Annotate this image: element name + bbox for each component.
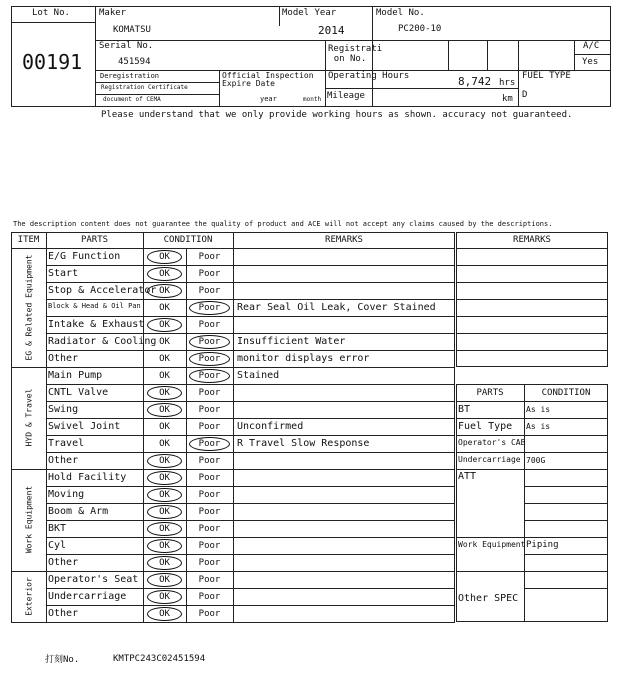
hours-value: 8,742 <box>458 75 492 88</box>
row-divider <box>46 265 455 266</box>
column-header-remarks: REMARKS <box>325 235 363 245</box>
poor-option[interactable]: Poor <box>198 609 221 619</box>
remarks-line <box>456 299 608 300</box>
poor-option[interactable]: Poor <box>198 524 221 534</box>
disclaimer: The description content does not guarantee the quality of product and ACE will not accept any claims caused by the descriptions. <box>13 220 553 228</box>
maker-label: Maker <box>99 8 127 18</box>
ok-option[interactable]: OK <box>159 337 170 347</box>
ok-option[interactable]: OK <box>159 575 170 585</box>
parts-row-condition: As is <box>526 405 551 414</box>
poor-option[interactable]: Poor <box>198 269 221 279</box>
column-divider <box>233 232 234 622</box>
hours-accuracy-note: Please understand that we only provide working hours as shown. accuracy not guaranteed. <box>101 110 573 120</box>
remark-text: monitor displays error <box>237 353 370 364</box>
ok-option[interactable]: OK <box>159 354 170 364</box>
parts-row-name: BT <box>458 404 471 415</box>
poor-circle <box>189 369 230 383</box>
row-divider <box>46 333 455 334</box>
part-name: Cyl <box>48 540 67 551</box>
row-divider <box>46 520 455 521</box>
ok-option[interactable]: OK <box>159 320 170 330</box>
condition-header: CONDITION <box>541 388 591 398</box>
parts-line <box>456 571 608 572</box>
mileage-label: Mileage <box>327 91 365 101</box>
poor-option[interactable]: Poor <box>198 303 221 313</box>
remarks-line <box>456 350 608 351</box>
row-divider <box>46 452 455 453</box>
ok-circle <box>147 454 182 468</box>
ok-circle <box>147 250 182 264</box>
part-name: Block & Head & Oil Pan <box>48 302 141 310</box>
parts-line <box>456 401 608 402</box>
ok-circle <box>147 522 182 536</box>
ok-option[interactable]: OK <box>159 269 170 279</box>
ok-circle <box>147 488 182 502</box>
part-name: Stop & Accelerator <box>48 285 157 296</box>
deregistration-label: Deregistration <box>100 72 160 80</box>
ok-option[interactable]: OK <box>159 490 170 500</box>
poor-option[interactable]: Poor <box>198 541 221 551</box>
part-name: Travel <box>48 438 85 449</box>
work-equipment-value: Piping <box>526 540 559 550</box>
group-divider <box>11 367 455 368</box>
poor-circle <box>189 437 230 451</box>
row-divider <box>46 588 455 589</box>
att-line <box>524 520 608 521</box>
km-unit: km <box>502 94 513 104</box>
poor-option[interactable]: Poor <box>198 371 221 381</box>
poor-option[interactable]: Poor <box>198 388 221 398</box>
part-name: E/G Function <box>48 251 121 262</box>
ok-option[interactable]: OK <box>159 524 170 534</box>
ok-option[interactable]: OK <box>159 592 170 602</box>
row-divider <box>46 384 455 385</box>
hrs-unit: hrs <box>499 78 516 88</box>
ok-option[interactable]: OK <box>159 609 170 619</box>
part-name: Main Pump <box>48 370 103 381</box>
ok-option[interactable]: OK <box>159 507 170 517</box>
parts-row-name: Fuel Type <box>458 421 513 432</box>
poor-option[interactable]: Poor <box>198 405 221 415</box>
poor-option[interactable]: Poor <box>198 439 221 449</box>
part-name: BKT <box>48 523 67 534</box>
parts-line <box>456 418 608 419</box>
remarks-line <box>456 316 608 317</box>
column-divider <box>46 232 47 622</box>
serial-value: 451594 <box>118 57 151 67</box>
ok-circle <box>147 403 182 417</box>
registration-label: Registrati on No. <box>328 44 383 64</box>
ok-option[interactable]: OK <box>159 252 170 262</box>
stamp-value: KMTPC243C02451594 <box>113 654 206 664</box>
poor-option[interactable]: Poor <box>198 286 221 296</box>
poor-option[interactable]: Poor <box>198 575 221 585</box>
row-divider <box>46 435 455 436</box>
serial-label: Serial No. <box>99 41 154 51</box>
poor-circle <box>189 301 230 315</box>
part-name: Moving <box>48 489 85 500</box>
group-label: Exterior <box>24 576 33 616</box>
ok-circle <box>147 505 182 519</box>
poor-option[interactable]: Poor <box>198 507 221 517</box>
part-name: Other <box>48 557 79 568</box>
ok-circle <box>147 267 182 281</box>
ok-option[interactable]: OK <box>159 439 170 449</box>
month-label: month <box>303 96 322 103</box>
ok-circle <box>147 590 182 604</box>
part-name: Boom & Arm <box>48 506 109 517</box>
poor-option[interactable]: Poor <box>198 558 221 568</box>
ok-option[interactable]: OK <box>159 473 170 483</box>
ok-option[interactable]: OK <box>159 558 170 568</box>
row-divider <box>46 503 455 504</box>
part-name: Other <box>48 455 79 466</box>
registration-certificate-label: Registration Certificate <box>101 84 188 91</box>
inspection-label: Official Inspection Expire Date <box>222 71 314 89</box>
group-label: Work Equipment <box>24 485 33 554</box>
parts-row-condition: As is <box>526 422 551 431</box>
ok-circle <box>147 284 182 298</box>
remark-text: Insufficient Water <box>237 336 346 347</box>
row-divider <box>46 554 455 555</box>
ok-option[interactable]: OK <box>159 286 170 296</box>
part-name: Other <box>48 608 79 619</box>
parts-row-name: Operator's CAB <box>458 438 526 447</box>
row-divider <box>46 282 455 283</box>
parts-header: PARTS <box>476 388 504 398</box>
lot-no-label: Lot No. <box>32 8 70 18</box>
group-divider <box>11 469 455 470</box>
inspection-table <box>11 232 443 622</box>
group-label: EG & Related Equipment <box>24 254 33 360</box>
row-divider <box>46 418 455 419</box>
right-parts-panel <box>456 384 608 622</box>
row-divider <box>46 605 455 606</box>
part-name: Swing <box>48 404 79 415</box>
ok-option[interactable]: OK <box>159 456 170 466</box>
part-name: Start <box>48 268 79 279</box>
cema-label: document of CEMA <box>103 96 161 103</box>
group-divider <box>11 571 455 572</box>
row-divider <box>46 316 455 317</box>
ok-option[interactable]: OK <box>159 405 170 415</box>
model-year-label: Model Year <box>282 8 337 18</box>
parts-line <box>456 537 608 538</box>
remarks-header: REMARKS <box>513 235 551 245</box>
operating-hours-label: Operating Hours <box>328 71 410 81</box>
part-name: Other <box>48 353 79 364</box>
column-header-condition: CONDITION <box>163 235 213 245</box>
parts-row-condition: 700G <box>526 456 546 465</box>
fuel-type-value: D <box>522 90 528 100</box>
ok-circle <box>147 471 182 485</box>
remarks-line <box>456 282 608 283</box>
stamp-label: 打刻No. <box>45 655 80 665</box>
part-name: Hold Facility <box>48 472 127 483</box>
poor-circle <box>189 352 230 366</box>
ok-circle <box>147 318 182 332</box>
att-line <box>524 486 608 487</box>
part-name: Undercarriage <box>48 591 127 602</box>
poor-option[interactable]: Poor <box>198 592 221 602</box>
ok-option[interactable]: OK <box>159 371 170 381</box>
model-year-value: 2014 <box>318 24 345 37</box>
part-name: Radiator & Cooling <box>48 336 157 347</box>
group-label: HYD & Travel <box>24 388 33 447</box>
ok-option[interactable]: OK <box>159 303 170 313</box>
part-name: CNTL Valve <box>48 387 109 398</box>
year-label: year <box>260 95 277 103</box>
ok-circle <box>147 607 182 621</box>
poor-option[interactable]: Poor <box>198 456 221 466</box>
att-line <box>524 503 608 504</box>
work-equipment-label: Work Equipment <box>458 540 526 549</box>
right-remarks-panel <box>456 232 608 367</box>
row-divider <box>46 350 455 351</box>
model-no-value: PC200-10 <box>398 24 442 34</box>
part-name: Swivel Joint <box>48 421 121 432</box>
remarks-line <box>456 265 608 266</box>
row-divider <box>46 401 455 402</box>
poor-option[interactable]: Poor <box>198 490 221 500</box>
lot-no-value: 00191 <box>22 50 83 74</box>
ok-circle <box>147 573 182 587</box>
ok-circle <box>147 386 182 400</box>
other-spec-label: Other SPEC <box>458 593 519 604</box>
remark-text: Stained <box>237 370 280 381</box>
poor-circle <box>189 335 230 349</box>
ok-circle <box>147 539 182 553</box>
row-divider <box>46 486 455 487</box>
ok-circle <box>147 556 182 570</box>
maker-value: KOMATSU <box>113 25 151 35</box>
parts-row-name: Undercarriage <box>458 455 521 464</box>
parts-line <box>456 435 608 436</box>
fuel-type-label: FUEL TYPE <box>522 71 571 81</box>
column-header-item: ITEM <box>17 235 40 245</box>
column-header-parts: PARTS <box>80 235 109 245</box>
remark-text: Rear Seal Oil Leak, Cover Stained <box>237 302 436 313</box>
ok-option[interactable]: OK <box>159 541 170 551</box>
remarks-line <box>456 248 608 249</box>
part-name: Operator's Seat <box>48 574 139 585</box>
header-frame <box>11 6 611 107</box>
spec-line <box>524 588 608 589</box>
row-divider <box>46 299 455 300</box>
model-no-label: Model No. <box>376 8 425 18</box>
remark-text: R Travel Slow Response <box>237 438 370 449</box>
poor-option[interactable]: Poor <box>198 337 221 347</box>
poor-option[interactable]: Poor <box>198 354 221 364</box>
ok-option[interactable]: OK <box>159 388 170 398</box>
remarks-line <box>456 333 608 334</box>
ok-option[interactable]: OK <box>159 422 170 432</box>
parts-line <box>456 469 608 470</box>
part-name: Intake & Exhaust <box>48 319 145 330</box>
row-divider <box>46 537 455 538</box>
poor-option[interactable]: Poor <box>198 320 221 330</box>
poor-option[interactable]: Poor <box>198 422 221 432</box>
parts-line <box>456 452 608 453</box>
poor-option[interactable]: Poor <box>198 473 221 483</box>
we-line <box>524 554 608 555</box>
ac-value: Yes <box>582 57 599 67</box>
remark-text: Unconfirmed <box>237 421 304 432</box>
ac-label: A/C <box>583 41 600 51</box>
att-label: ATT <box>458 471 477 482</box>
poor-option[interactable]: Poor <box>198 252 221 262</box>
